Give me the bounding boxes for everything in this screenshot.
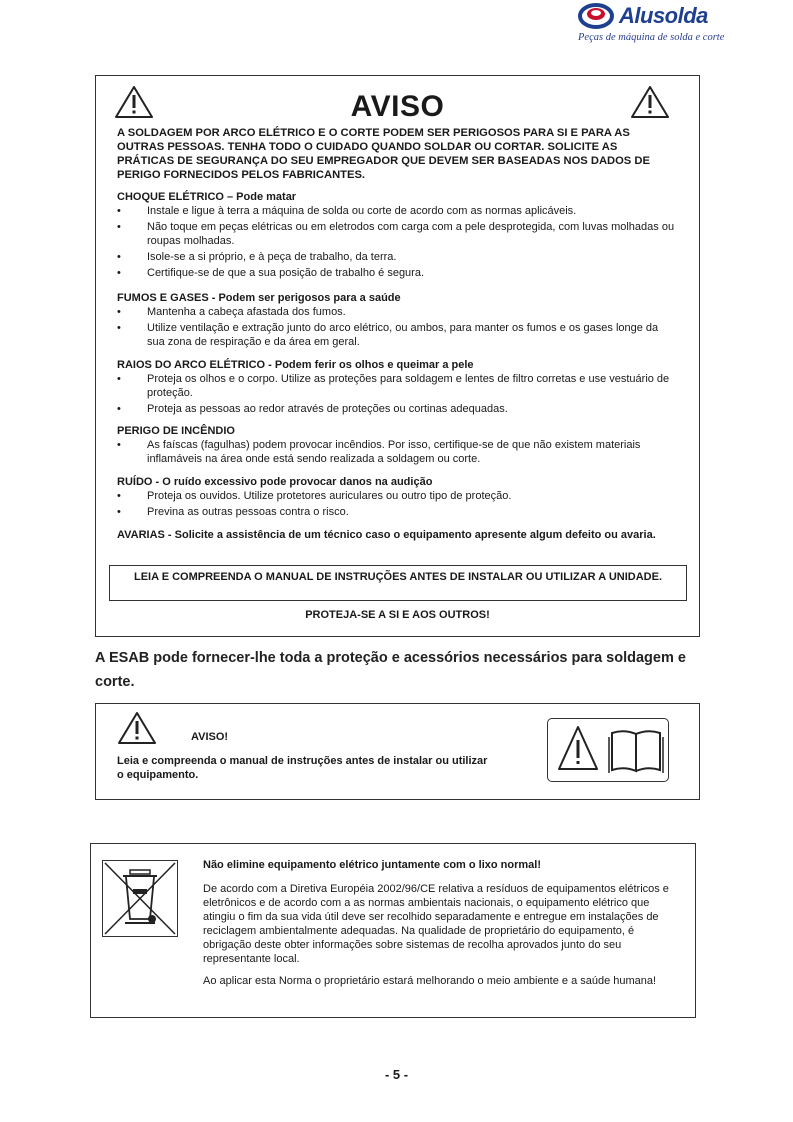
malfunction-note: AVARIAS - Solicite a assistência de um técnico caso o equipamento apresente algum defeito ou avaria. — [117, 529, 656, 541]
weee-paragraph: De acordo com a Diretiva Européia 2002/96/CE relativa a resíduos de equipamentos elétricos e eletrônicos e de acordo com a as normas ambientais nacionais, o equipamento elétrico que atingiu o fim da sua vida útil deve ser recolhido separadamente e entregue em instalações de reciclagem ambientalmente adequadas. Na qualidade de proprietário do equipamento, é obrigação deste obter informações sobre sistemas de recolha aprovados junto do seu representante local. — [203, 883, 669, 965]
manual-warning-label: AVISO! — [191, 731, 229, 743]
alusolda-swoosh-icon — [578, 2, 618, 32]
weee-paragraph: Ao aplicar esta Norma o proprietário estará melhorando o meio ambiente e a saúde humana! — [203, 975, 657, 987]
list-item: • Instale e ligue à terra a máquina de solda ou corte de acordo com as normas aplicáveis. — [117, 204, 677, 218]
list-item: • Previna as outras pessoas contra o risco. — [117, 505, 677, 519]
page-title: AVISO — [350, 90, 445, 123]
esab-note: A ESAB pode fornecer-lhe toda a proteção e acessórios necessários para soldagem e corte. — [95, 650, 686, 690]
manual-warning-text: Leia e compreenda o manual de instruções antes de instalar ou utilizar o equipamento. — [117, 755, 488, 781]
section-electric-shock — [117, 190, 677, 282]
read-manual-icon — [547, 718, 669, 782]
read-manual-notice: LEIA E COMPREENDA O MANUAL DE INSTRUÇÕES ANTES DE INSTALAR OU UTILIZAR A UNIDADE. — [109, 565, 687, 601]
warning-triangle-icon — [117, 711, 157, 745]
brand-name: Alusolda — [619, 3, 708, 28]
warning-intro: A SOLDAGEM POR ARCO ELÉTRICO E O CORTE PODEM SER PERIGOSOS PARA SI E PARA AS OUTRAS PESSOAS. TENHA TODO O CUIDADO QUANDO SOLDAR OU CORTAR. SOLICITE AS PRÁTICAS DE SEGURANÇA DO SEU EMPREGADOR QUE DEVEM SER BASEADAS NOS DADOS DE PERIGO FORNECIDOS PELOS FABRICANTES. — [117, 127, 650, 181]
weee-disposal-box — [90, 843, 696, 1018]
list-item: • Certifique-se de que a sua posição de trabalho é segura. — [117, 266, 677, 280]
brand-logo — [578, 2, 725, 48]
section-heading: FUMOS E GASES - Podem ser perigosos para a saúde — [117, 292, 401, 304]
brand-tagline: Peças de máquina de solda e corte — [578, 32, 725, 43]
safety-warning-box — [95, 75, 700, 637]
list-item: • Proteja os ouvidos. Utilize protetores auriculares ou outro tipo de proteção. — [117, 489, 677, 503]
page-number: - 5 - — [384, 1067, 409, 1082]
section-heading: RAIOS DO ARCO ELÉTRICO - Podem ferir os olhos e queimar a pele — [117, 359, 474, 371]
list-item: • Isole-se a si próprio, e à peça de trabalho, da terra. — [117, 250, 677, 264]
section-fire-hazard — [117, 424, 677, 468]
section-heading: PERIGO DE INCÊNDIO — [117, 425, 235, 437]
list-item: • As faíscas (fagulhas) podem provocar incêndios. Por isso, certifique-se de que não existem materiais inflamáveis na área onde está sendo realizada a soldagem ou corte. — [117, 438, 677, 466]
manual-warning-box — [95, 703, 700, 800]
weee-title: Não elimine equipamento elétrico juntamente com o lixo normal! — [203, 859, 542, 871]
list-item: • Mantenha a cabeça afastada dos fumos. — [117, 305, 677, 319]
list-item: • Proteja as pessoas ao redor através de proteções ou cortinas adequadas. — [117, 402, 677, 416]
list-item: • Não toque em peças elétricas ou em eletrodos com carga com a pele desprotegida, com luvas molhadas ou roupas molhadas. — [117, 220, 677, 248]
section-heading: CHOQUE ELÉTRICO – Pode matar — [117, 191, 297, 203]
crossed-out-bin-icon — [102, 860, 178, 937]
section-arc-rays — [117, 358, 677, 418]
list-item: • Proteja os olhos e o corpo. Utilize as proteções para soldagem e lentes de filtro corretas e use vestuário de proteção. — [117, 372, 677, 400]
protect-notice: PROTEJA-SE A SI E AOS OUTROS! — [305, 609, 490, 621]
section-noise — [117, 475, 677, 521]
section-heading: RUÍDO - O ruído excessivo pode provocar danos na audição — [117, 476, 433, 488]
list-item: • Utilize ventilação e extração junto do arco elétrico, ou ambos, para manter os fumos e os gases longe da sua zona de respiração e da área em geral. — [117, 321, 677, 349]
section-fumes-gases — [117, 291, 677, 351]
